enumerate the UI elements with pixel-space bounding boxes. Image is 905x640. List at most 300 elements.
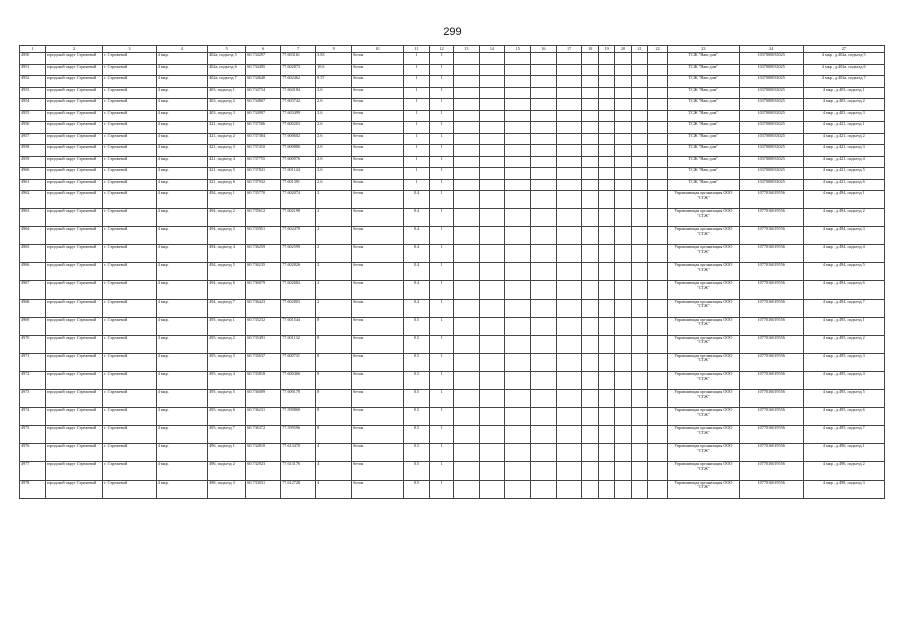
column-number-cell: 17 (556, 46, 582, 53)
empty-cell (505, 408, 531, 426)
empty-cell (479, 209, 505, 227)
empty-cell (556, 371, 582, 389)
table-row (20, 76, 885, 88)
microdistrict-cell: 4 мкр. (156, 191, 207, 209)
empty-cell (479, 245, 505, 263)
empty-cell (556, 145, 582, 157)
empty-cell (531, 480, 557, 498)
source-address-cell: 4 мкр , д.495, подъезд 1 (803, 317, 884, 335)
ogrn-cell: 1037000033025 (739, 99, 803, 111)
col12-cell: 1 (430, 168, 454, 180)
empty-cell (598, 145, 614, 157)
address-cell: 494, подъезд 6 (208, 281, 246, 299)
empty-cell (531, 426, 557, 444)
empty-cell (453, 133, 479, 145)
empty-cell (582, 281, 598, 299)
city-cell: г. Стрежевой (103, 191, 156, 209)
empty-cell (615, 426, 631, 444)
empty-cell (531, 209, 557, 227)
empty-cell (631, 444, 647, 462)
surface-cell: бетон (352, 168, 403, 180)
col11-cell: 0.4 (403, 209, 430, 227)
empty-cell (531, 408, 557, 426)
empty-cell (556, 133, 582, 145)
city-cell: г. Стрежевой (103, 245, 156, 263)
empty-cell (598, 462, 614, 480)
empty-cell (531, 76, 557, 88)
source-address-cell: 4 мкр , д.498, подъезд 3 (803, 480, 884, 498)
empty-cell (648, 263, 668, 281)
longitude-cell: 77.600203 (281, 122, 316, 134)
empty-cell (631, 133, 647, 145)
empty-cell (531, 64, 557, 76)
city-cell: г. Стрежевой (103, 99, 156, 111)
city-cell: г. Стрежевой (103, 335, 156, 353)
row-number: 4961 (20, 179, 46, 191)
empty-cell (631, 299, 647, 317)
empty-cell (453, 110, 479, 122)
empty-cell (648, 317, 668, 335)
empty-cell (615, 390, 631, 408)
empty-cell (598, 179, 614, 191)
empty-cell (582, 99, 598, 111)
longitude-cell: 77.599868 (281, 408, 316, 426)
empty-cell (582, 444, 598, 462)
empty-cell (505, 480, 531, 498)
latitude-cell: 60.735612 (246, 209, 281, 227)
ogrn-cell: 1037000033025 (739, 64, 803, 76)
microdistrict-cell: 4 мкр. (156, 133, 207, 145)
latitude-cell: 60.737755 (246, 156, 281, 168)
address-cell: 495, подъезд 3 (208, 353, 246, 371)
table-row (20, 462, 885, 480)
empty-cell (648, 353, 668, 371)
empty-cell (453, 426, 479, 444)
city-cell: г. Стрежевой (103, 281, 156, 299)
empty-cell (453, 191, 479, 209)
latitude-cell: 60.736235 (246, 263, 281, 281)
row-number: 4978 (20, 480, 46, 498)
address-cell: 496, подъезд 2 (208, 462, 246, 480)
surface-cell: бетон (352, 281, 403, 299)
col11-cell: 1 (403, 76, 430, 88)
organization-cell: Управляющая организация ООО "СТЖ" (667, 281, 739, 299)
col11-cell: 1 (403, 53, 430, 65)
surface-cell: бетон (352, 227, 403, 245)
organization-cell: ТСЖ "Наш дом" (667, 145, 739, 157)
empty-cell (556, 110, 582, 122)
empty-cell (531, 317, 557, 335)
col11-cell: 0.5 (403, 462, 430, 480)
col12-cell: 1 (430, 110, 454, 122)
district-cell: городской округ Стрежевой (45, 209, 103, 227)
ogrn-cell: 1077016019556 (739, 444, 803, 462)
col12-cell: 1 (430, 444, 454, 462)
district-cell: городской округ Стрежевой (45, 371, 103, 389)
source-address-cell: 4 мкр , д.421, подъезд 2 (803, 133, 884, 145)
empty-cell (556, 426, 582, 444)
col12-cell: 1 (430, 209, 454, 227)
empty-cell (479, 76, 505, 88)
empty-cell (631, 227, 647, 245)
organization-cell: Управляющая организация ООО "СТЖ" (667, 390, 739, 408)
column-number-cell: 10 (352, 46, 403, 53)
address-cell: 494, подъезд 2 (208, 209, 246, 227)
column-number-cell: 3 (103, 46, 156, 53)
microdistrict-cell: 4 мкр. (156, 480, 207, 498)
area-cell: 2.6 (316, 110, 352, 122)
organization-cell: Управляющая организация ООО "СТЖ" (667, 227, 739, 245)
col11-cell: 0.5 (403, 408, 430, 426)
empty-cell (582, 133, 598, 145)
empty-cell (631, 76, 647, 88)
empty-cell (598, 426, 614, 444)
organization-cell: Управляющая организация ООО "СТЖ" (667, 444, 739, 462)
empty-cell (505, 281, 531, 299)
empty-cell (631, 99, 647, 111)
empty-cell (556, 227, 582, 245)
col12-cell: 1 (430, 462, 454, 480)
empty-cell (648, 122, 668, 134)
row-number: 4957 (20, 133, 46, 145)
source-address-cell: 4 мкр , д.496, подъезд 1 (803, 444, 884, 462)
empty-cell (479, 299, 505, 317)
empty-cell (615, 263, 631, 281)
source-address-cell: 4 мкр , д.496, подъезд 2 (803, 462, 884, 480)
organization-cell: ТСЖ "Наш дом" (667, 168, 739, 180)
empty-cell (531, 281, 557, 299)
ogrn-cell: 1077016019556 (739, 317, 803, 335)
city-cell: г. Стрежевой (103, 444, 156, 462)
empty-cell (631, 263, 647, 281)
ogrn-cell: 1037000033025 (739, 76, 803, 88)
city-cell: г. Стрежевой (103, 168, 156, 180)
ogrn-cell: 1037000033025 (739, 179, 803, 191)
col11-cell: 0.5 (403, 480, 430, 498)
empty-cell (479, 133, 505, 145)
empty-cell (479, 64, 505, 76)
empty-cell (598, 371, 614, 389)
empty-cell (453, 299, 479, 317)
col12-cell: 1 (430, 408, 454, 426)
organization-cell: Управляющая организация ООО "СТЖ" (667, 408, 739, 426)
longitude-cell: 77.602684 (281, 281, 316, 299)
row-number: 4960 (20, 168, 46, 180)
latitude-cell: 60.732810 (246, 444, 281, 462)
table-row (20, 281, 885, 299)
empty-cell (453, 227, 479, 245)
district-cell: городской округ Стрежевой (45, 99, 103, 111)
empty-cell (531, 335, 557, 353)
district-cell: городской округ Стрежевой (45, 179, 103, 191)
district-cell: городской округ Стрежевой (45, 480, 103, 498)
empty-cell (531, 353, 557, 371)
empty-cell (505, 263, 531, 281)
empty-cell (556, 168, 582, 180)
empty-cell (453, 245, 479, 263)
table-row (20, 53, 885, 65)
empty-cell (453, 480, 479, 498)
latitude-cell: 60.735491 (246, 335, 281, 353)
table-row (20, 444, 885, 462)
empty-cell (648, 209, 668, 227)
district-cell: городской округ Стрежевой (45, 156, 103, 168)
district-cell: городской округ Стрежевой (45, 133, 103, 145)
empty-cell (505, 168, 531, 180)
source-address-cell: 4 мкр , д.403, подъезд 2 (803, 99, 884, 111)
registry-table (19, 45, 885, 499)
col12-cell: 1 (430, 99, 454, 111)
longitude-cell: 77.602198 (281, 209, 316, 227)
row-number: 4952 (20, 76, 46, 88)
area-cell: 2.6 (316, 179, 352, 191)
empty-cell (615, 110, 631, 122)
empty-cell (615, 122, 631, 134)
ogrn-cell: 1077016019556 (739, 227, 803, 245)
empty-cell (582, 110, 598, 122)
empty-cell (631, 371, 647, 389)
microdistrict-cell: 4 мкр. (156, 462, 207, 480)
empty-cell (582, 156, 598, 168)
city-cell: г. Стрежевой (103, 317, 156, 335)
address-cell: 496, подъезд 1 (208, 444, 246, 462)
row-number: 4951 (20, 64, 46, 76)
table-row (20, 317, 885, 335)
row-number: 4977 (20, 462, 46, 480)
empty-cell (582, 209, 598, 227)
surface-cell: бетон (352, 133, 403, 145)
district-cell: городской округ Стрежевой (45, 408, 103, 426)
empty-cell (505, 87, 531, 99)
city-cell: г. Стрежевой (103, 209, 156, 227)
empty-cell (631, 245, 647, 263)
area-cell: 2.6 (316, 168, 352, 180)
source-address-cell: 4 мкр , д.494, подъезд 4 (803, 245, 884, 263)
surface-cell: бетон (352, 122, 403, 134)
address-cell: 421, подъезд 4 (208, 156, 246, 168)
table-row (20, 371, 885, 389)
organization-cell: ТСЖ "Наш дом" (667, 53, 739, 65)
microdistrict-cell: 4 мкр. (156, 245, 207, 263)
empty-cell (531, 227, 557, 245)
latitude-cell: 60.733031 (246, 480, 281, 498)
empty-cell (556, 87, 582, 99)
empty-cell (453, 317, 479, 335)
city-cell: г. Стрежевой (103, 426, 156, 444)
longitude-cell: 77.600602 (281, 133, 316, 145)
empty-cell (648, 133, 668, 145)
col12-cell: 1 (430, 64, 454, 76)
empty-cell (453, 168, 479, 180)
empty-cell (615, 53, 631, 65)
empty-cell (453, 353, 479, 371)
city-cell: г. Стрежевой (103, 110, 156, 122)
surface-cell: бетон (352, 53, 403, 65)
empty-cell (453, 156, 479, 168)
microdistrict-cell: 4 мкр. (156, 209, 207, 227)
empty-cell (531, 390, 557, 408)
empty-cell (648, 110, 668, 122)
empty-cell (505, 317, 531, 335)
empty-cell (531, 122, 557, 134)
empty-cell (648, 99, 668, 111)
area-cell: 2.6 (316, 156, 352, 168)
address-cell: 403, подъезд 2 (208, 99, 246, 111)
empty-cell (615, 133, 631, 145)
surface-cell: бетон (352, 353, 403, 371)
latitude-cell: 60.735818 (246, 371, 281, 389)
col12-cell: 1 (430, 122, 454, 134)
latitude-cell: 60.737841 (246, 168, 281, 180)
empty-cell (582, 371, 598, 389)
table-row (20, 480, 885, 498)
source-address-cell: 4 мкр , д.495, подъезд 4 (803, 371, 884, 389)
empty-cell (615, 371, 631, 389)
column-number-cell: 20 (615, 46, 631, 53)
organization-cell: Управляющая организация ООО "СТЖ" (667, 335, 739, 353)
table-row (20, 390, 885, 408)
empty-cell (556, 191, 582, 209)
empty-cell (479, 444, 505, 462)
empty-cell (556, 263, 582, 281)
address-cell: 498, подъезд 3 (208, 480, 246, 498)
empty-cell (453, 209, 479, 227)
source-address-cell: 4 мкр , д.494, подъезд 2 (803, 209, 884, 227)
empty-cell (556, 462, 582, 480)
longitude-cell: 77.601144 (281, 168, 316, 180)
longitude-cell: 77.603742 (281, 99, 316, 111)
latitude-cell: 60.732923 (246, 462, 281, 480)
col12-cell: 1 (430, 426, 454, 444)
row-number: 4955 (20, 110, 46, 122)
area-cell: 2 (316, 191, 352, 209)
longitude-cell: 77.603161 (281, 53, 316, 65)
empty-cell (479, 122, 505, 134)
row-number: 4950 (20, 53, 46, 65)
surface-cell: бетон (352, 145, 403, 157)
empty-cell (631, 480, 647, 498)
empty-cell (615, 179, 631, 191)
empty-cell (598, 133, 614, 145)
empty-cell (648, 335, 668, 353)
empty-cell (582, 227, 598, 245)
empty-cell (556, 156, 582, 168)
empty-cell (631, 145, 647, 157)
column-number-row (20, 46, 885, 53)
organization-cell: Управляющая организация ООО "СТЖ" (667, 263, 739, 281)
address-cell: 421, подъезд 3 (208, 145, 246, 157)
empty-cell (479, 156, 505, 168)
organization-cell: ТСЖ "Наш дом" (667, 99, 739, 111)
surface-cell: бетон (352, 87, 403, 99)
source-address-cell: 4 мкр , д.421, подъезд 6 (803, 179, 884, 191)
district-cell: городской округ Стрежевой (45, 263, 103, 281)
empty-cell (648, 245, 668, 263)
empty-cell (479, 408, 505, 426)
area-cell: 8 (316, 335, 352, 353)
empty-cell (556, 480, 582, 498)
surface-cell: бетон (352, 480, 403, 498)
longitude-cell: 77.602478 (281, 227, 316, 245)
empty-cell (582, 263, 598, 281)
row-number: 4968 (20, 299, 46, 317)
organization-cell: ТСЖ "Наш дом" (667, 133, 739, 145)
empty-cell (479, 426, 505, 444)
city-cell: г. Стрежевой (103, 122, 156, 134)
latitude-cell: 60.734867 (246, 99, 281, 111)
col12-cell: 1 (430, 353, 454, 371)
organization-cell: ТСЖ "Наш дом" (667, 76, 739, 88)
empty-cell (505, 444, 531, 462)
empty-cell (531, 99, 557, 111)
area-cell: 4 (316, 480, 352, 498)
col12-cell: 1 (430, 281, 454, 299)
organization-cell: ТСЖ "Наш дом" (667, 110, 739, 122)
empty-cell (598, 281, 614, 299)
empty-cell (556, 390, 582, 408)
empty-cell (556, 179, 582, 191)
longitude-cell: 77.599596 (281, 426, 316, 444)
ogrn-cell: 1037000033025 (739, 110, 803, 122)
latitude-cell: 60.734754 (246, 87, 281, 99)
microdistrict-cell: 4 мкр. (156, 299, 207, 317)
microdistrict-cell: 4 мкр. (156, 426, 207, 444)
district-cell: городской округ Стрежевой (45, 317, 103, 335)
row-number: 4971 (20, 353, 46, 371)
source-address-cell: 4 мкр , д.421, подъезд 1 (803, 122, 884, 134)
col11-cell: 0.4 (403, 281, 430, 299)
empty-cell (631, 426, 647, 444)
empty-cell (582, 245, 598, 263)
address-cell: 494, подъезд 1 (208, 191, 246, 209)
ogrn-cell: 1037000033025 (739, 122, 803, 134)
surface-cell: бетон (352, 299, 403, 317)
surface-cell: бетон (352, 390, 403, 408)
col11-cell: 1 (403, 168, 430, 180)
registry-table-body (20, 46, 885, 499)
col11-cell: 1 (403, 110, 430, 122)
col12-cell: 1 (430, 390, 454, 408)
empty-cell (453, 462, 479, 480)
empty-cell (598, 64, 614, 76)
empty-cell (631, 110, 647, 122)
latitude-cell: 60.735951 (246, 227, 281, 245)
empty-cell (648, 408, 668, 426)
empty-cell (615, 317, 631, 335)
empty-cell (648, 87, 668, 99)
empty-cell (582, 145, 598, 157)
empty-cell (505, 209, 531, 227)
col12-cell: 1 (430, 299, 454, 317)
empty-cell (582, 76, 598, 88)
organization-cell: Управляющая организация ООО "СТЖ" (667, 317, 739, 335)
table-row (20, 263, 885, 281)
empty-cell (615, 227, 631, 245)
empty-cell (479, 390, 505, 408)
column-number-cell: 21 (631, 46, 647, 53)
area-cell: 2 (316, 227, 352, 245)
city-cell: г. Стрежевой (103, 462, 156, 480)
col11-cell: 0.5 (403, 371, 430, 389)
organization-cell: Управляющая организация ООО "СТЖ" (667, 191, 739, 209)
city-cell: г. Стрежевой (103, 299, 156, 317)
address-cell: 495, подъезд 4 (208, 371, 246, 389)
table-row (20, 64, 885, 76)
empty-cell (531, 191, 557, 209)
empty-cell (479, 317, 505, 335)
address-cell: 421, подъезд 1 (208, 122, 246, 134)
empty-cell (556, 245, 582, 263)
